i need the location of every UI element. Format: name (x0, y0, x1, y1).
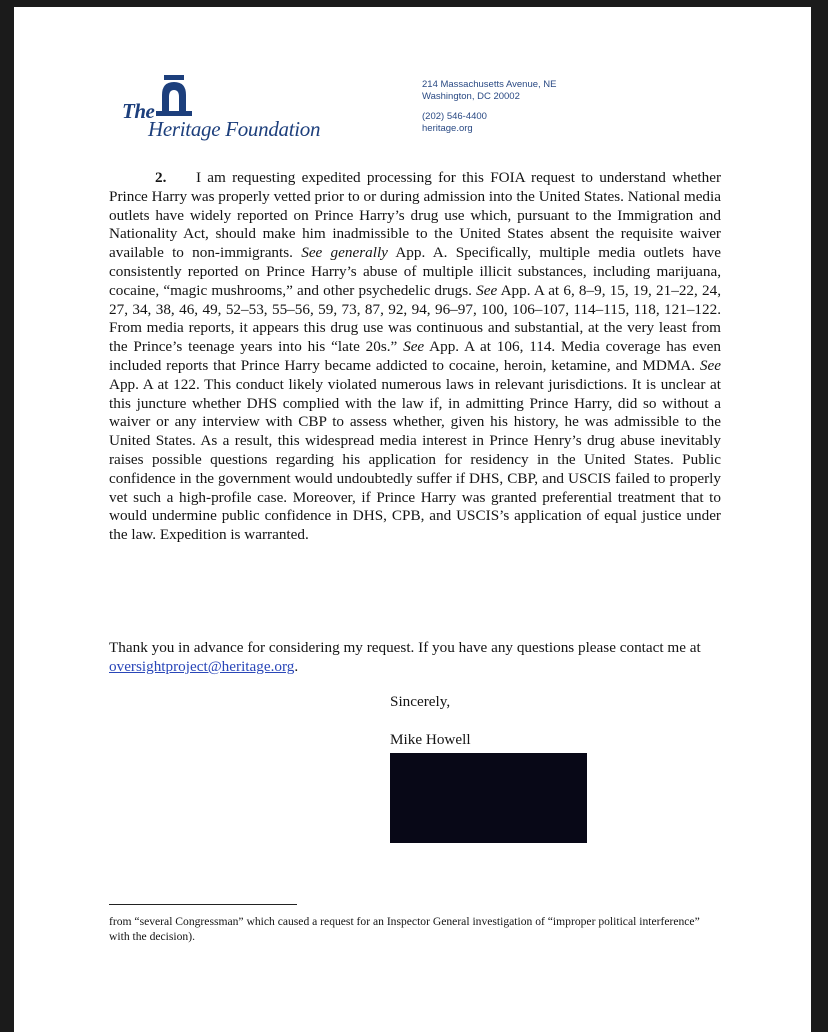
sign-off: Sincerely, (390, 693, 451, 710)
body-text: App. A at 106, 114. Media coverage has even included reports that Prince Harry became addicted to cocaine, heroin, ketamine, and MDMA. (109, 338, 721, 374)
citation-signal: See (403, 338, 425, 356)
paragraph-number: 2. (155, 169, 167, 186)
letterhead-address (422, 79, 557, 135)
citation-signal: See generally (301, 244, 388, 262)
thanks-text: Thank you in advance for considering my request. If you have any questions please contact me at (109, 639, 701, 656)
signer-name: Mike Howell (390, 731, 471, 748)
letter-page (14, 7, 811, 1032)
body-text: App. A at 122. This conduct likely violated numerous laws in relevant jurisdictions. It is unclear at this juncture whether DHS complied with the law if, in admitting Prince Harry, did so without a waiver or any interview with CBP to assess whether, given his history, he was admissible to the United States. As a result, this widespread media interest in Prince Henry’s drug abuse inevitably raises possible questions regarding his application for residency in the United States. Public confidence in the government would undoubtedly suffer if DHS, CBP, and USCIS failed to properly vet such a high-profile case. Moreover, if Prince Harry was granted preferential treatment that to would undermine public confidence in DHS, CPB, and USCIS’s application of equal justice under the law. Expedition is warranted. (109, 375, 721, 544)
address-line: 214 Massachusetts Avenue, NE (422, 79, 557, 90)
footnote-text: from “several Congressman” which caused a request for an Inspector General investigation of “improper political interference” with the decision). (109, 915, 700, 943)
right-dark-border (811, 0, 828, 1032)
body-text: I am requesting expedited processing for this FOIA request to understand whether Prince Harry was properly vetted prior to or during admission into the United States. National media outlets have widely reported on Prince Harry’s drug use which, pursuant to the Immigration and Nationality Act, should make him inadmissible to the United States absent the requisite waiver available to non-immigrants. (109, 169, 721, 262)
body-text: App. A at 6, 8–9, 15, 19, 21–22, 24, 27, 34, 38, 46, 49, 52–53, 55–56, 59, 73, 87, 92, 94, 96–97, 100, 106–107, 114–115, 118, 121–122. From media reports, it appears this drug use was continuous and substantial, at the very least from the Prince’s teenage years into his “late 20s.” (109, 281, 721, 356)
citation-signal: See (699, 356, 721, 374)
liberty-bell-icon (154, 73, 194, 117)
logo-heritage-foundation: Heritage Foundation (148, 117, 321, 141)
citation-signal: See (476, 281, 498, 299)
body-text: App. A. Specifically, multiple media outlets have consistently reported on Prince Harry’s abuse of multiple illicit substances, including marijuana, cocaine, “magic mushrooms,” and other psychedelic drugs. (109, 244, 721, 299)
email-link[interactable]: oversightproject@heritage.org (109, 657, 295, 675)
website: heritage.org (422, 123, 473, 134)
heritage-logo (110, 73, 370, 145)
logo-the: The (122, 99, 155, 123)
address-line: Washington, DC 20002 (422, 91, 520, 102)
left-dark-border (0, 0, 14, 1032)
letter-body-paragraph (109, 169, 721, 545)
closing-paragraph: Thank you in advance for considering my request. If you have any questions please contact me at oversightproject@heritage.org. (109, 639, 701, 675)
footnote-divider (109, 904, 297, 905)
redacted-signature-block (390, 753, 587, 843)
phone-number: (202) 546-4400 (422, 111, 487, 122)
